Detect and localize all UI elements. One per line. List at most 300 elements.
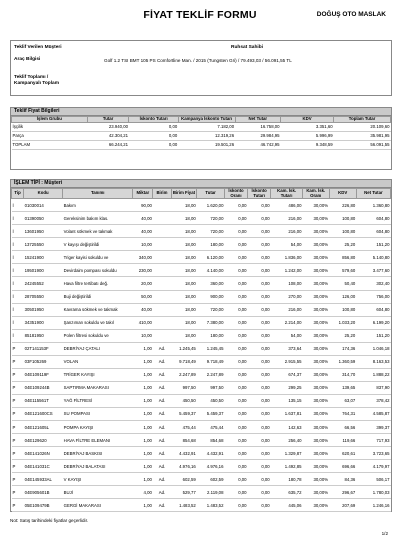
detail-cell: SAPTIRMA MAKARASI [63,381,133,394]
detail-cell [153,212,171,225]
detail-cell: 1,00 [133,342,153,355]
detail-cell: 604,80 [356,212,390,225]
detail-cell: 3.477,60 [356,264,390,277]
detail-cell: Ad. [153,368,171,381]
detail-cell: 63,07 [329,394,356,407]
detail-cell: 15241900 [24,251,63,264]
detail-cell: 216,00 [271,303,303,316]
detail-cell: 635,72 [271,486,303,499]
detail-cell: 1,00 [133,368,153,381]
detail-cell [153,303,171,316]
detail-cell: TRİGER KAYIŞI [63,368,133,381]
detail-cell: 25,20 [329,329,356,342]
detail-cell: 04E905601B [24,486,63,499]
detail-cell: 04E109244B [24,381,63,394]
detail-cell: 0,00 [248,447,271,460]
detail-cell: 20,00 [133,277,153,290]
detail-cell: 30,00% [303,277,330,290]
detail-cell: 25,20 [329,238,356,251]
detail-cell: 0,00 [248,486,271,499]
detail-cell: 3.723,65 [356,447,390,460]
detail-cell: 0,00 [224,225,247,238]
detail-cell: 1.245,45 [171,342,197,355]
detail-cell: 1,00 [133,447,153,460]
detail-cell: 05E109479B [24,499,63,512]
detail-cell: Ad. [153,447,171,460]
detail-cell: 696,66 [329,460,356,473]
detail-cell: Hava filtre tertibatı değ. [63,277,133,290]
detail-cell: 13601950 [24,225,63,238]
detail-cell: 04E141026N [24,447,63,460]
detail-cell: 0,00 [248,199,271,212]
detail-cell: 30,00% [303,355,330,368]
summary-row [12,140,391,149]
detail-cell: 230,00 [133,264,153,277]
detail-cell: 13725550 [24,238,63,251]
detail-cell: İ [12,225,24,238]
summary-row [12,131,391,140]
detail-row [12,434,391,447]
detail-cell: 0,00 [224,420,247,433]
detail-cell: İ [12,277,24,290]
detail-cell: Ad. [153,460,171,473]
detail-column-header: Birim Fiyat [171,189,197,199]
summary-cell: Parça [12,131,88,140]
detail-cell: Ad. [153,486,171,499]
detail-cell: 0,00 [248,420,271,433]
summary-cell: 35.981,95 [334,131,391,140]
detail-cell: DEBRİYAJ BASKISI [63,447,133,460]
detail-row [12,290,391,303]
detail-row [12,407,391,420]
summary-cell: 66.244,21 [87,140,129,149]
detail-section [10,179,392,512]
detail-cell: 30501950 [24,303,63,316]
detail-cell: 0,00 [224,329,247,342]
detail-column-header: Kam. İsk. Tutarı [271,189,303,199]
detail-cell: 10,00 [133,329,153,342]
detail-cell: 0,00 [248,277,271,290]
detail-cell: 0,00 [248,290,271,303]
detail-column-header: Birim [153,189,171,199]
detail-cell: 1,00 [133,473,153,486]
detail-cell: P [12,473,24,486]
detail-table [11,188,391,512]
detail-cell [153,329,171,342]
summary-column-header: İşlem Grubu [12,117,88,123]
detail-cell: İ [12,238,24,251]
detail-cell: 04E109119F [24,368,63,381]
detail-cell: 24245552 [24,277,63,290]
detail-cell: 604,80 [356,303,390,316]
detail-cell: 216,00 [271,225,303,238]
detail-cell: 1.033,20 [329,316,356,329]
detail-cell: 0,00 [224,342,247,355]
detail-cell: 30,00% [303,290,330,303]
detail-cell [153,238,171,251]
detail-cell: 135,15 [271,394,303,407]
detail-cell: 30,00% [303,212,330,225]
detail-cell: 854,68 [171,434,197,447]
detail-cell: 18,00 [171,329,197,342]
detail-cell: 1.245,45 [197,342,225,355]
detail-cell: P [12,499,24,512]
detail-cell: 0,00 [248,303,271,316]
detail-cell: P [12,407,24,420]
detail-cell: 30,00% [303,394,330,407]
detail-column-header: Tip [12,189,24,199]
detail-cell: 1,00 [133,355,153,368]
detail-cell: 142,63 [271,420,303,433]
detail-cell: 0,00 [248,368,271,381]
summary-cell: 0,00 [129,122,178,131]
detail-cell: 30,00% [303,420,330,433]
detail-column-header: İskonto Oranı [224,189,247,199]
detail-cell: 340,00 [133,251,153,264]
detail-cell: 1.780,03 [356,486,390,499]
detail-cell: 30,00% [303,473,330,486]
detail-cell: P [12,460,24,473]
detail-cell: 30,00% [303,225,330,238]
detail-cell: 01390050 [24,212,63,225]
detail-row [12,394,391,407]
detail-cell: 30,00% [303,238,330,251]
detail-cell [153,199,171,212]
detail-cell: 40,00 [133,225,153,238]
detail-cell: 04E121600CS [24,407,63,420]
detail-cell: 226,80 [329,199,356,212]
offer-total-label: Teklif Toplamı / [14,75,49,80]
detail-cell: 602,59 [197,473,225,486]
detail-cell: 180,78 [271,473,303,486]
detail-cell: İ [12,303,24,316]
detail-cell: 0,00 [224,486,247,499]
detail-cell: Kavrama sökmek ve takmak [63,303,133,316]
detail-cell: 18,00 [171,264,197,277]
detail-row [12,199,391,212]
detail-cell: 1.483,52 [197,499,225,512]
summary-column-header: Kampanya İskonto Tutarı [178,117,235,123]
detail-cell: 0,00 [248,251,271,264]
detail-cell: 410,00 [133,316,153,329]
detail-cell: 30,00% [303,499,330,512]
summary-cell: 16.758,00 [235,122,280,131]
detail-cell: 2.247,89 [197,368,225,381]
summary-cell: 7.182,00 [178,122,235,131]
detail-cell: BUJİ [63,486,133,499]
detail-column-header: Kodu [24,189,63,199]
detail-cell: Ad. [153,394,171,407]
detail-cell: 0,00 [224,447,247,460]
detail-cell: Ad. [153,407,171,420]
detail-column-header: Kam. İsk. Oranı [303,189,330,199]
detail-cell: 0,00 [248,499,271,512]
detail-column-header: KDV [329,189,356,199]
detail-cell: İ [12,264,24,277]
detail-cell: 296,67 [329,486,356,499]
detail-cell: 0,00 [248,329,271,342]
detail-cell: V KAYIŞI [63,473,133,486]
detail-cell: 837,90 [356,381,390,394]
detail-cell: 66,56 [329,420,356,433]
detail-cell: 0,00 [224,460,247,473]
detail-row [12,473,391,486]
customer-label: Teklif Verilen Müşteri [14,45,62,50]
detail-cell: 4.976,16 [171,460,197,473]
detail-cell: 85181950 [24,329,63,342]
detail-cell: 4.585,87 [356,407,390,420]
detail-cell: 270,00 [271,290,303,303]
detail-cell: 50,40 [329,277,356,290]
detail-cell: 02T141153F [24,342,63,355]
detail-cell: 30,00% [303,368,330,381]
detail-cell: 997,50 [171,381,197,394]
summary-column-header: Net Tutar [235,117,280,123]
detail-row [12,420,391,433]
detail-column-header: İskonto Tutarı [248,189,271,199]
detail-cell: 720,00 [197,225,225,238]
detail-cell: 1,00 [133,460,153,473]
detail-cell: İ [12,251,24,264]
detail-cell: 299,25 [271,381,303,394]
detail-cell: 18,00 [171,316,197,329]
detail-cell: 18,00 [171,199,197,212]
detail-cell: 216,00 [271,212,303,225]
detail-row [12,486,391,499]
detail-cell: Ad. [153,434,171,447]
detail-cell: V kayışı değiştirildi [63,238,133,251]
detail-cell: 18,00 [171,212,197,225]
detail-cell: 8.163,53 [356,355,390,368]
detail-cell: 378,42 [356,394,390,407]
detail-cell: 4.140,00 [197,264,225,277]
detail-cell: 0,00 [224,290,247,303]
detail-column-header: Miktar [133,189,153,199]
detail-cell: 0,00 [224,473,247,486]
detail-cell: 5.140,80 [356,251,390,264]
detail-cell: 314,70 [329,368,356,381]
detail-cell: 54,00 [271,238,303,251]
detail-cell: 30,00% [303,381,330,394]
detail-cell: 174,36 [329,342,356,355]
detail-cell: 0,00 [248,460,271,473]
detail-cell: 0,00 [224,199,247,212]
detail-cell: 30,00% [303,251,330,264]
detail-cell: Şanzıman sokuldu ve takıl [63,316,133,329]
detail-cell [153,290,171,303]
detail-cell: 151,20 [356,238,390,251]
detail-cell: 997,50 [197,381,225,394]
detail-cell: 0,00 [224,407,247,420]
detail-row [12,212,391,225]
detail-cell: 0,00 [248,355,271,368]
detail-row [12,381,391,394]
detail-cell: Ad. [153,355,171,368]
detail-cell: 10,00 [133,238,153,251]
detail-cell: 04E121605L [24,420,63,433]
detail-cell: 18,00 [171,290,197,303]
detail-cell: 30,00% [303,434,330,447]
detail-cell: DEBRİYAJ ÇATALI [63,342,133,355]
detail-cell: 151,20 [356,329,390,342]
detail-row [12,460,391,473]
detail-cell: 50,00 [133,290,153,303]
detail-cell: 2.247,89 [171,368,197,381]
detail-cell: 207,69 [329,499,356,512]
detail-cell: VOLAN [63,355,133,368]
footer-note: Not: Satış tarihindeki fiyatlar geçerlidir. [10,518,89,523]
detail-cell: Bakım [63,199,133,212]
detail-column-header: Tanımı [63,189,133,199]
detail-cell: 0,00 [248,212,271,225]
detail-cell: P [12,355,24,368]
detail-cell: 856,80 [329,251,356,264]
detail-cell: 0,00 [248,264,271,277]
detail-cell: Volant sökmek ve takmak [63,225,133,238]
detail-column-header: Net Tutar [356,189,390,199]
detail-cell: Ad. [153,499,171,512]
price-summary-section [10,107,392,170]
detail-cell: 0,00 [248,381,271,394]
detail-cell: 445,06 [271,499,303,512]
detail-cell: 529,77 [171,486,197,499]
detail-cell: İ [12,316,24,329]
detail-cell: P [12,381,24,394]
detail-cell: 1,00 [133,434,153,447]
summary-column-header: Toplam Tutar [334,117,391,123]
detail-cell: 30,00% [303,407,330,420]
detail-cell: P [12,342,24,355]
detail-cell: HAVA FİLTRE ELEMANI [63,434,133,447]
detail-cell: İ [12,199,24,212]
detail-cell: 90,00 [133,199,153,212]
detail-cell: 5.459,37 [197,407,225,420]
detail-cell: Ad. [153,381,171,394]
summary-cell: 20.109,60 [334,122,391,131]
summary-row [12,122,391,131]
detail-cell: P [12,394,24,407]
detail-cell: 0,00 [224,251,247,264]
detail-cell: 04E141031C [24,460,63,473]
detail-cell: 1.620,00 [197,199,225,212]
detail-cell: 18,00 [171,303,197,316]
detail-cell: 1.888,22 [356,368,390,381]
detail-cell: 900,00 [197,290,225,303]
detail-cell: 100,80 [329,303,356,316]
detail-cell: 1.360,80 [356,199,390,212]
detail-cell: 1.360,59 [329,355,356,368]
detail-cell: 100,80 [329,212,356,225]
detail-cell: 0,00 [248,473,271,486]
company-name: DOĞUŞ OTO MASLAK [316,11,386,18]
detail-cell: 6.120,00 [197,251,225,264]
detail-cell: 01030014 [24,199,63,212]
detail-cell: 5.459,37 [171,407,197,420]
detail-cell: Devirdaim pompası sokuldu [63,264,133,277]
detail-cell: DEBRİYAJ BALATASI [63,460,133,473]
summary-cell: 5.996,99 [281,131,334,140]
detail-cell [153,225,171,238]
detail-cell: Ad. [153,420,171,433]
detail-cell: Polen filtresi sokuldu ve [63,329,133,342]
detail-cell: Ad. [153,342,171,355]
detail-cell: 34351900 [24,316,63,329]
detail-cell [153,277,171,290]
detail-cell: 30,00% [303,460,330,473]
detail-cell: 6.199,20 [356,316,390,329]
summary-cell: 56.091,55 [334,140,391,149]
detail-cell: 18,00 [171,225,197,238]
detail-cell: 7.380,00 [197,316,225,329]
detail-row [12,329,391,342]
detail-cell: 30,00% [303,316,330,329]
detail-cell: 04E145933AL [24,473,63,486]
detail-row [12,316,391,329]
detail-cell: 30,00% [303,342,330,355]
detail-cell: 84,36 [329,473,356,486]
detail-cell: 1.329,87 [271,447,303,460]
detail-cell: 764,31 [329,407,356,420]
detail-cell: 756,00 [356,290,390,303]
customer-info-box [10,40,392,96]
detail-cell: 0,00 [224,368,247,381]
detail-row [12,238,391,251]
detail-cell: 180,00 [197,238,225,251]
detail-cell: 0,00 [248,394,271,407]
detail-cell: 0,00 [224,394,247,407]
detail-cell: 0,00 [224,238,247,251]
summary-column-header: KDV [281,117,334,123]
detail-cell: Gereksinim bakım klas. [63,212,133,225]
detail-cell: GERGİ MAKARASI [63,499,133,512]
detail-row [12,277,391,290]
detail-row [12,342,391,355]
detail-cell: 2.915,55 [271,355,303,368]
detail-cell: 40,00 [133,303,153,316]
detail-cell: 1.637,81 [271,407,303,420]
detail-cell: 373,64 [271,342,303,355]
detail-row [12,225,391,238]
detail-cell: 19501900 [24,264,63,277]
detail-cell: 399,37 [356,420,390,433]
detail-cell: 30,00% [303,264,330,277]
detail-cell: 2.214,00 [271,316,303,329]
detail-row [12,368,391,381]
detail-row [12,355,391,368]
detail-cell [153,251,171,264]
summary-column-header: İskonto Tutarı [129,117,178,123]
summary-cell: 9.348,59 [281,140,334,149]
page-title: FİYAT TEKLİF FORMU [143,9,257,21]
detail-cell: 40,00 [133,212,153,225]
detail-cell: 03F105269 [24,355,63,368]
detail-cell: 604,80 [356,225,390,238]
summary-title: Teklif Fiyat Bilgileri [11,108,391,116]
detail-cell: 1.836,00 [271,251,303,264]
detail-cell: İ [12,329,24,342]
detail-cell: 450,50 [197,394,225,407]
detail-cell: 0,00 [224,316,247,329]
detail-cell: 4.976,16 [197,460,225,473]
detail-cell: 854,68 [197,434,225,447]
detail-row [12,303,391,316]
detail-cell: 100,80 [329,225,356,238]
detail-row [12,447,391,460]
detail-cell: 720,00 [197,212,225,225]
detail-cell: 1,00 [133,381,153,394]
detail-cell: 256,40 [271,434,303,447]
detail-cell: 4.432,91 [197,447,225,460]
